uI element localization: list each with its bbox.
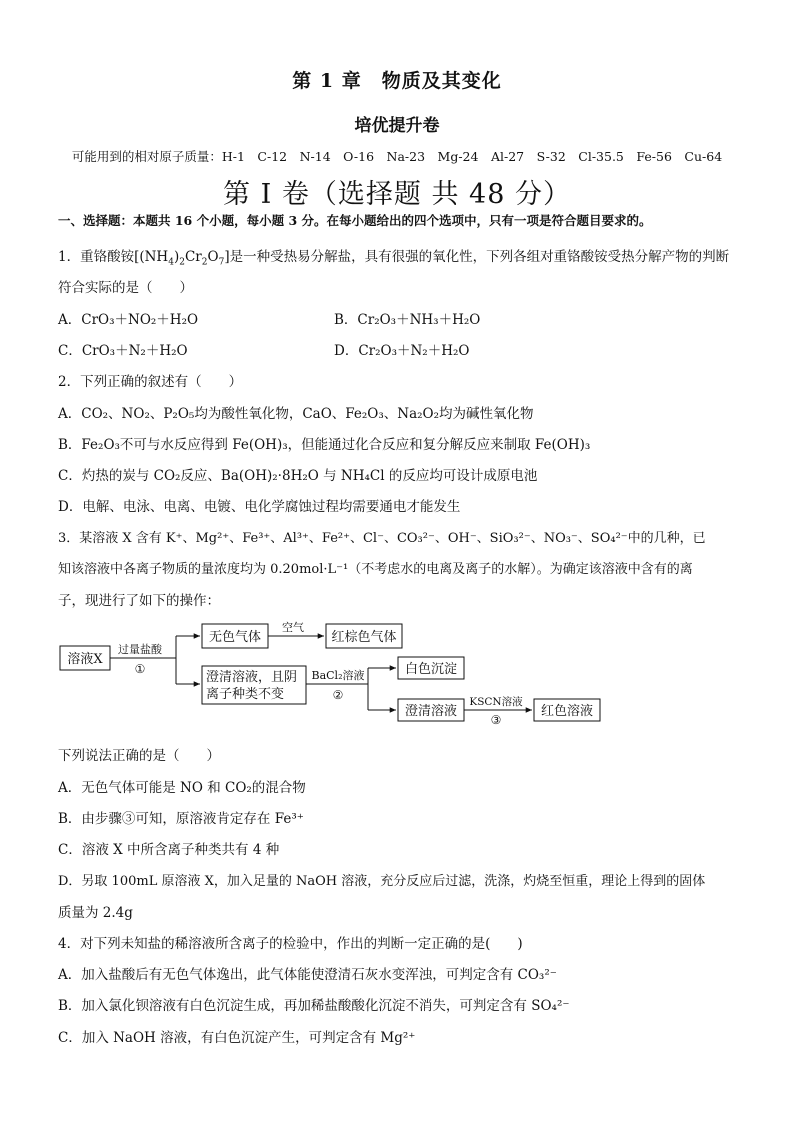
- atomic-masses-line: 可能用到的相对原子质量：H-1 C-12 N-14 O-16 Na-23 Mg-24 Al-27 S-32 Cl-35.5 Fe-56 Cu-64: [71, 149, 723, 164]
- step1-number: ①: [134, 662, 146, 676]
- step3-number: ③: [490, 713, 502, 727]
- q1-stem-part: ]是一种受热易分解盐，具有很强的氧化性，下列各组对重铬酸铵受热分解产物的判断: [224, 249, 730, 265]
- step3-reagent: KSCN溶液: [469, 696, 523, 708]
- q3-flow-diagram: [58, 620, 618, 730]
- step2-number: ②: [332, 688, 344, 702]
- q1-option-d: D．Cr₂O₃＋N₂＋H₂O: [334, 343, 470, 359]
- q1-sub: 2: [201, 257, 208, 268]
- section-instruction: 一、选择题：本题共 16 个小题，每小题 3 分。在每小题给出的四个选项中，只有一项是符合题目要求的。: [58, 213, 652, 228]
- q1-sub: 7: [218, 257, 225, 268]
- q2-option-d: D．电解、电泳、电离、电镀、电化学腐蚀过程均需要通电才能发生: [58, 499, 461, 515]
- q3-option-b: B．由步骤③可知，原溶液肯定存在 Fe³⁺: [58, 811, 304, 827]
- clear-solution2-label: 澄清溶液: [404, 704, 458, 719]
- solution-x-label: 溶液X: [67, 652, 103, 667]
- q1-stem-part: O: [207, 249, 219, 265]
- clear-solution-line2: 离子种类不变: [206, 687, 285, 702]
- q3-option-d-line2: 质量为 2.4g: [58, 905, 133, 921]
- red-solution-label: 红色溶液: [540, 704, 594, 719]
- q3-question: 下列说法正确的是（ ）: [58, 748, 220, 764]
- q2-option-c: C．灼热的炭与 CO₂反应、Ba(OH)₂·8H₂O 与 NH₄Cl 的反应均可设计成原电池: [58, 468, 538, 484]
- q2-option-b: B．Fe₂O₃不可与水反应得到 Fe(OH)₃，但能通过化合反应和复分解反应来制取 Fe(OH)₃: [58, 437, 591, 453]
- q1-option-c: C．CrO₃＋N₂＋H₂O: [58, 343, 188, 359]
- q4-stem: 4．对下列未知盐的稀溶液所含离子的检验中，作出的判断一定正确的是( ): [58, 936, 523, 952]
- q3-stem-line1: 3．某溶液 X 含有 K⁺、Mg²⁺、Fe³⁺、Al³⁺、Fe²⁺、Cl⁻、CO₃²⁻、OH⁻、SiO₃²⁻、NO₃⁻、SO₄²⁻中的几种，已: [58, 531, 706, 546]
- q1-stem-part: Cr: [184, 249, 202, 265]
- q3-stem-line2: 知该溶液中各离子物质的量浓度均为 0.20mol·L⁻¹（不考虑水的电离及离子的水解）。为确定该溶液中含有的离: [58, 562, 693, 577]
- q1-option-b: B．Cr₂O₃＋NH₃＋H₂O: [334, 312, 481, 328]
- exam-subtitle: 培优提升卷: [354, 116, 440, 136]
- q3-option-a: A．无色气体可能是 NO 和 CO₂的混合物: [58, 780, 306, 796]
- air-label: 空气: [282, 621, 304, 634]
- q1-stem-line1: [58, 245, 730, 268]
- q1-stem-line2: 符合实际的是（ ）: [58, 280, 193, 296]
- clear-solution-line1: 澄清溶液，且阴: [206, 670, 298, 685]
- q3-option-c: C．溶液 X 中所含离子种类共有 4 种: [58, 842, 280, 858]
- q3-option-d-line1: D．另取 100mL 原溶液 X，加入足量的 NaOH 溶液，充分反应后过滤，洗涤，灼烧至恒重，理论上得到的固体: [58, 874, 706, 889]
- brown-gas-label: 红棕色气体: [331, 630, 397, 645]
- step1-reagent: 过量盐酸: [118, 643, 162, 656]
- q1-stem-part: 1．重铬酸铵[(NH: [58, 249, 169, 265]
- q1-sub: 2: [179, 257, 185, 268]
- colorless-gas-label: 无色气体: [208, 630, 262, 645]
- chapter-title: 第 1 章 物质及其变化: [292, 70, 502, 92]
- q1-option-a: A．CrO₃＋NO₂＋H₂O: [58, 312, 199, 328]
- q1-stem-part: ): [173, 249, 180, 265]
- q1-sub: 4: [168, 257, 174, 268]
- q2-option-a: A．CO₂、NO₂、P₂O₅均为酸性氧化物，CaO、Fe₂O₃、Na₂O₂均为碱性氧化物: [58, 406, 534, 422]
- q4-option-c: C．加入 NaOH 溶液，有白色沉淀产生，可判定含有 Mg²⁺: [58, 1030, 416, 1046]
- white-precipitate-label: 白色沉淀: [404, 662, 458, 677]
- step2-reagent: BaCl₂溶液: [311, 669, 365, 682]
- q4-option-a: A．加入盐酸后有无色气体逸出，此气体能使澄清石灰水变浑浊，可判定含有 CO₃²⁻: [58, 967, 557, 983]
- q2-stem: 2．下列正确的叙述有（ ）: [58, 374, 243, 390]
- section-title: 第 I 卷（选择题 共 48 分）: [223, 179, 571, 210]
- q3-stem-line3: 子，现进行了如下的操作：: [58, 593, 220, 609]
- q4-option-b: B．加入氯化钡溶液有白色沉淀生成，再加稀盐酸酸化沉淀不消失，可判定含有 SO₄²⁻: [58, 998, 570, 1014]
